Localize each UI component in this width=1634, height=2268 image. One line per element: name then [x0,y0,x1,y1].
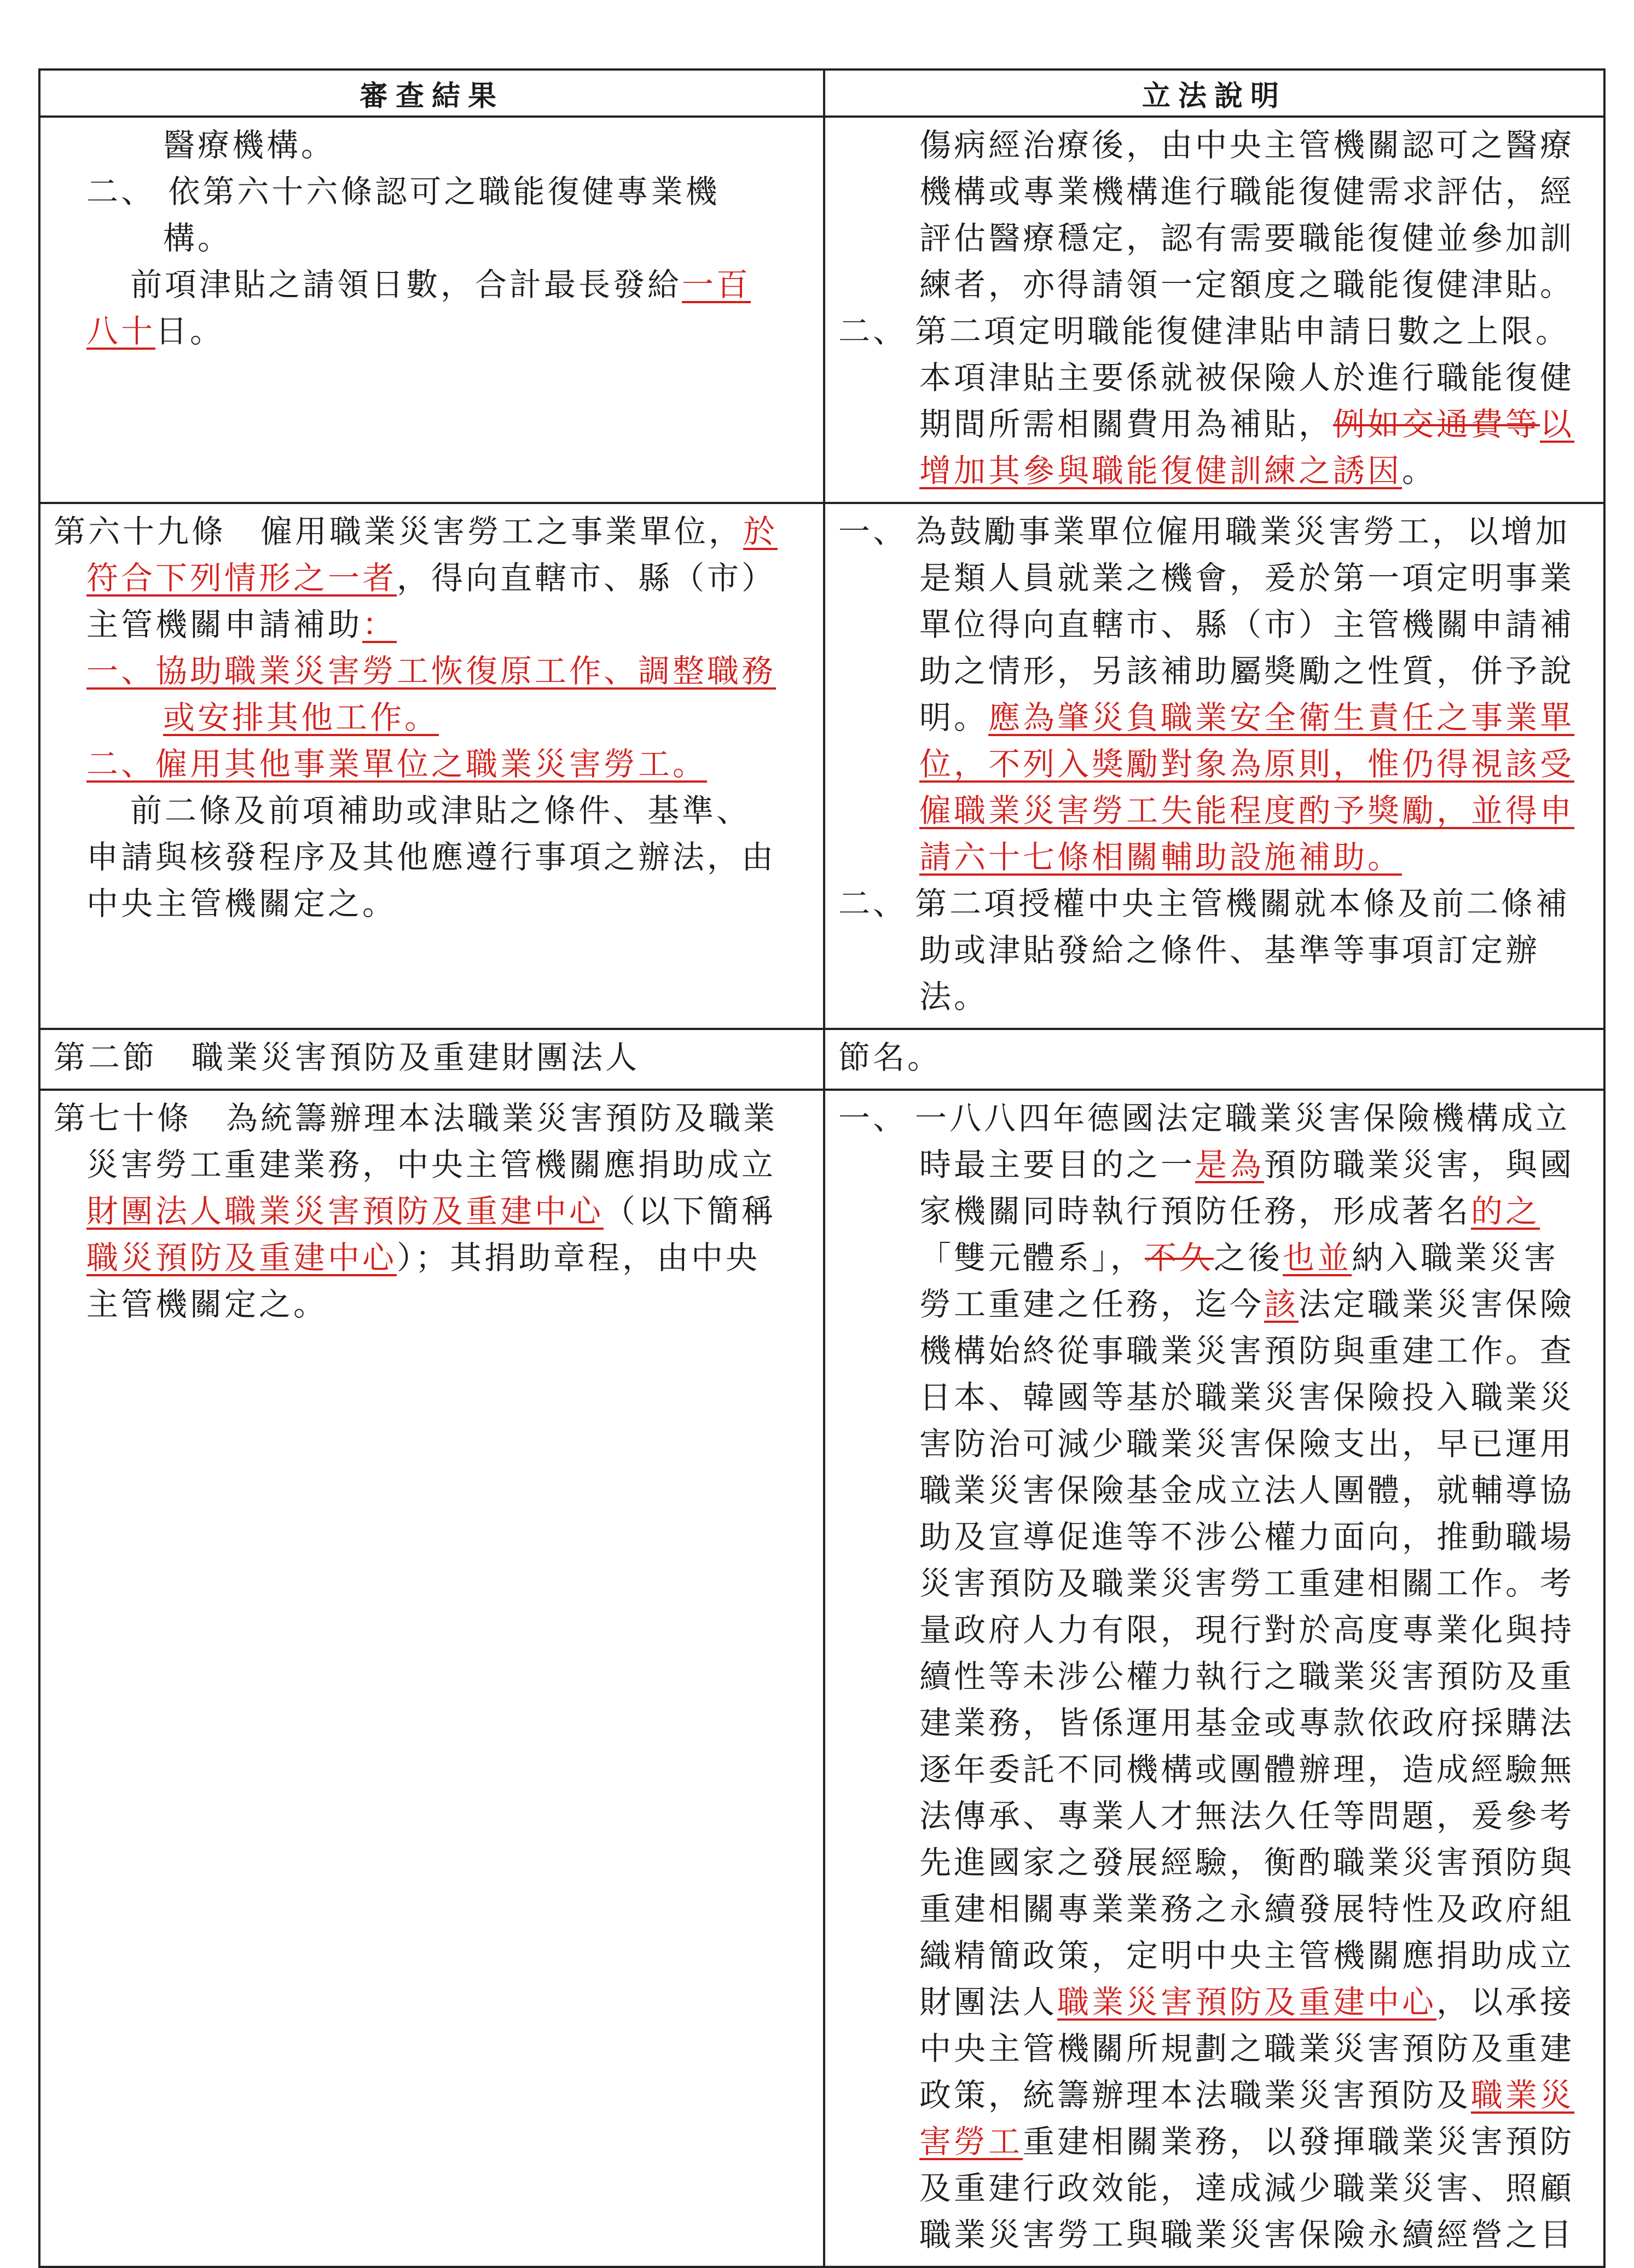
amended-text: 於 [743,513,778,550]
amended-text: 符合下列情形之一者 [86,559,397,597]
deleted-text: 不久 [1145,1239,1214,1276]
body-text: 續性等未涉公權力執行之職業災害預防及重 [919,1658,1575,1695]
body-text: 織精簡政策，定明中央主管機關應捐助成立 [919,1937,1575,1974]
text-line [54,1142,810,1188]
text-line [838,1095,1590,1142]
table-row [39,1029,1604,1090]
body-text: 練者，亦得請領一定額度之職能復健津貼。 [919,266,1575,303]
header-review-result: 審查結果 [39,70,824,117]
text-line [838,1374,1590,1421]
table-row [39,1090,1604,2267]
body-text: 期間所需相關費用為補貼， [919,406,1334,443]
body-text: 重建相關業務，以發揮職業災害預防 [1023,2123,1575,2160]
body-text: 日本、韓國等基於職業災害保險投入職業災 [919,1379,1575,1416]
text-line [838,1421,1590,1467]
text-line [838,1700,1590,1746]
text-line [838,2119,1590,2165]
text-line [54,262,810,308]
amended-text: 請六十七條相關輔助設施補助。 [919,838,1403,876]
text-line [838,1793,1590,1839]
text-line [838,122,1590,169]
body-text: 一八八四年德國法定職業災害保險機構成立 [915,1100,1571,1137]
body-text: 時最主要目的之一 [919,1146,1196,1183]
text-line [838,401,1590,448]
body-text: 前二條及前項補助或津貼之條件、基準、 [130,792,751,829]
body-text: 機構始終從事職業災害預防與重建工作。查 [919,1332,1575,1369]
amended-text: 增加其參與職能復健訓練之誘因 [919,452,1403,489]
text-line [838,695,1590,741]
review-result-cell [39,503,824,1029]
amended-text: ： [362,606,397,643]
body-text: 中央主管機關所規劃之職業災害預防及重建 [919,2030,1575,2067]
amended-text: 的之 [1471,1193,1540,1230]
text-line [54,1235,810,1281]
body-text: 預防職業災害，與國 [1264,1146,1575,1183]
text-line [838,927,1590,974]
body-text: 害防治可減少職業災害保險支出，早已運用 [919,1425,1575,1462]
body-text: 重建相關專業業務之永續發展特性及政府組 [919,1890,1575,1928]
body-text: 法。 [919,978,989,1015]
body-text: 傷病經治療後，由中央主管機關認可之醫療 [919,126,1575,164]
body-text: 前項津貼之請領日數，合計最長發給 [130,266,682,303]
text-line [838,1281,1590,1328]
body-text: 構。 [163,219,233,257]
body-text: 二、 依第六十六條認可之職能復健專業機 [86,173,720,210]
table-header-row [39,70,1604,117]
amended-text: 一百 [682,266,751,303]
list-number: 二、 [838,885,908,922]
table-row [39,503,1604,1029]
body-text: 政策，統籌辦理本法職業災害預防及 [919,2076,1471,2114]
amended-text: 也並 [1283,1239,1352,1276]
text-line [838,262,1590,308]
text-line [54,1281,810,1328]
amended-text: 害勞工 [919,2123,1023,2160]
text-line [838,834,1590,881]
text-line [838,215,1590,262]
text-line [54,601,810,648]
body-text: 之後 [1214,1239,1283,1276]
body-text: ，以承接 [1436,1983,1575,2021]
body-text: 及重建行政效能，達成減少職業災害、照顧 [919,2169,1575,2207]
explanation-cell [824,117,1604,503]
text-line [838,881,1590,927]
amended-text: 是為 [1195,1146,1265,1183]
text-line [54,169,810,215]
text-line [54,308,810,355]
text-line [838,1607,1590,1653]
text-line [54,1095,810,1142]
text-line [838,1188,1590,1235]
body-text: 第七十條 為統籌辦理本法職業災害預防及職業 [54,1100,778,1137]
body-text: 節名。 [838,1039,942,1076]
text-line [54,555,810,601]
body-text: ）；其捐助章程，由中央 [397,1239,761,1276]
text-line [838,1979,1590,2026]
text-line [54,788,810,834]
text-line [54,1034,810,1081]
body-text: 機構或專業機構進行職能復健需求評估，經 [919,173,1575,210]
body-text: 職業災害保險基金成立法人團體，就輔導協 [919,1472,1575,1509]
text-line [838,355,1590,401]
amended-text: 應為肇災負職業安全衛生責任之事業單 [988,699,1575,736]
list-number: 一、 [838,513,908,550]
explanation-cell [824,1090,1604,2267]
body-text: 為鼓勵事業單位僱用職業災害勞工，以增加 [915,513,1571,550]
body-text: 主管機關定之。 [86,1286,328,1323]
body-text: 逐年委託不同機構或團體辦理，造成經驗無 [919,1751,1575,1788]
body-text: 助及宣導促進等不涉公權力面向，推動職場 [919,1518,1575,1555]
body-text: 災害勞工重建業務，中央主管機關應捐助成立 [86,1146,777,1183]
body-text: 明。 [919,699,989,736]
text-line [838,555,1590,601]
text-line [838,788,1590,834]
body-text: 單位得向直轄市、縣（市）主管機關申請補 [919,606,1575,643]
text-line [838,169,1590,215]
text-line [838,1514,1590,1560]
text-line [838,2072,1590,2119]
body-text: 第二項授權中央主管機關就本條及前二條補 [915,885,1571,922]
body-text: 助之情形，另該補助屬獎勵之性質，併予說 [919,652,1575,690]
amended-text: 職業災 [1471,2076,1575,2114]
text-line [838,1560,1590,1607]
explanation-cell [824,1029,1604,1090]
list-number: 一、 [838,1100,908,1137]
text-line [838,974,1590,1020]
text-line [838,1653,1590,1700]
text-line [838,308,1590,355]
amended-text: 二、僱用其他事業單位之職業災害勞工。 [86,745,708,783]
amended-text: 八十 [86,313,156,350]
body-text: 先進國家之發展經驗，衡酌職業災害預防與 [919,1844,1575,1881]
amended-text: 財團法人職業災害預防及重建中心 [86,1193,604,1230]
body-text: 。 [1402,452,1437,489]
text-line [838,1746,1590,1793]
body-text: （以下簡稱 [604,1193,777,1230]
body-text: 勞工重建之任務，迄今 [919,1286,1265,1323]
text-line [54,648,810,695]
text-line [838,1034,1590,1081]
amended-text: 一、協助職業災害勞工恢復原工作、調整職務 [86,652,777,690]
text-line [838,1839,1590,1886]
body-text: 法定職業災害保險 [1299,1286,1575,1323]
text-line [838,2212,1590,2258]
body-text: 財團法人 [919,1983,1058,2021]
text-line [838,1235,1590,1281]
review-result-cell [39,117,824,503]
amended-text: 位，不列入獎勵對象為原則，惟仍得視該受 [919,745,1575,783]
text-line [54,1188,810,1235]
amended-text: 僱職業災害勞工失能程度酌予獎勵，並得申 [919,792,1575,829]
text-line [838,1328,1590,1374]
text-line [54,122,810,169]
text-line [54,508,810,555]
text-line [54,695,810,741]
amended-text: 職業災害預防及重建中心 [1057,1983,1437,2021]
body-text: 建業務，皆係運用基金或專款依政府採購法 [919,1704,1575,1741]
body-text: 家機關同時執行預防任務，形成著名 [919,1193,1471,1230]
table-row [39,117,1604,503]
text-line [838,1933,1590,1979]
body-text: 納入職業災害 [1352,1239,1559,1276]
text-line [838,508,1590,555]
body-text: 主管機關申請補助 [86,606,363,643]
review-result-cell [39,1090,824,2267]
header-legislative-explanation: 立法說明 [824,70,1604,117]
text-line [838,1886,1590,1933]
body-text: 災害預防及職業災害勞工重建相關工作。考 [919,1565,1575,1602]
text-line [838,741,1590,788]
amended-text: 職災預防及重建中心 [86,1239,397,1276]
body-text: 第二項定明職能復健津貼申請日數之上限。 [915,313,1571,350]
text-line [838,448,1590,494]
table-body [39,117,1604,2267]
body-text: 申請與核發程序及其他應遵行事項之辦法，由 [86,838,777,876]
text-line [838,601,1590,648]
document-sheet [38,68,1603,2253]
text-line [54,741,810,788]
body-text: 第二節 職業災害預防及重建財團法人 [54,1039,640,1076]
body-text: ，得向直轄市、縣（市） [397,559,777,597]
text-line [838,648,1590,695]
explanation-cell [824,503,1604,1029]
body-text: 第六十九條 僱用職業災害勞工之事業單位， [54,513,744,550]
text-line [54,215,810,262]
body-text: 醫療機構。 [163,126,336,164]
text-line [54,881,810,927]
body-text: 中央主管機關定之。 [86,885,397,922]
body-text: 本項津貼主要係就被保險人於進行職能復健 [919,359,1575,396]
body-text: 助或津貼發給之條件、基準等事項訂定辦 [919,931,1540,969]
list-number: 二、 [838,313,908,350]
amended-text: 該 [1264,1286,1299,1323]
body-text: 日。 [155,313,225,350]
text-line [838,1467,1590,1514]
text-line [838,2026,1590,2072]
text-line [54,834,810,881]
body-text: 法傳承、專業人才無法久任等問題，爰參考 [919,1797,1575,1835]
body-text: 是類人員就業之機會，爰於第一項定明事業 [919,559,1575,597]
deleted-text: 例如交通費等 [1333,406,1540,443]
body-text: 評估醫療穩定，認有需要職能復健並參加訓 [919,219,1575,257]
text-line [838,1142,1590,1188]
review-table [38,68,1606,2268]
review-result-cell [39,1029,824,1090]
amended-text: 以 [1540,406,1575,443]
amended-text: 或安排其他工作。 [163,699,439,736]
body-text: 量政府人力有限，現行對於高度專業化與持 [919,1611,1575,1648]
text-line [838,2165,1590,2212]
body-text: 「雙元體系」， [919,1239,1145,1276]
body-text: 職業災害勞工與職業災害保險永續經營之目 [919,2216,1575,2253]
